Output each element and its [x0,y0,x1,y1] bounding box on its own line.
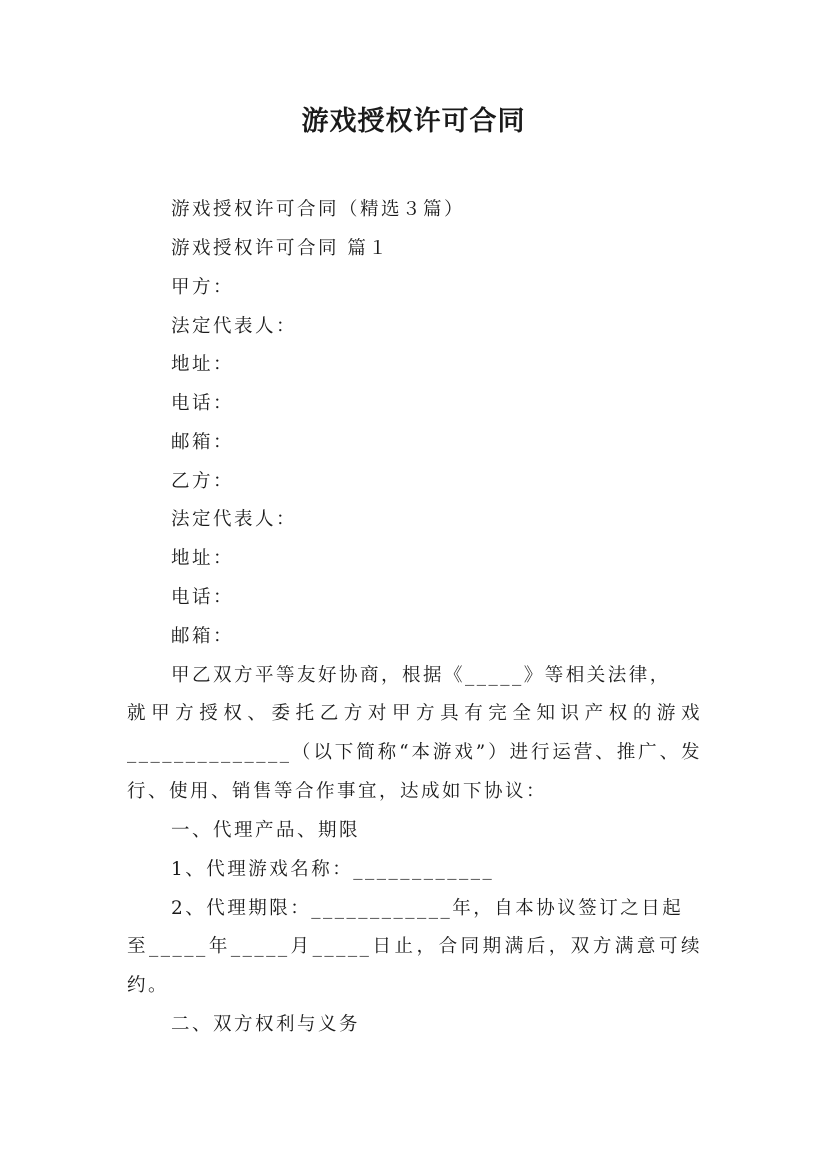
party-a-address: 地址： [171,354,235,375]
intro-paragraph-line-2: 就甲方授权、委托乙方对甲方具有完全知识产权的游戏 [127,703,702,724]
party-a-label: 甲方： [171,277,235,298]
party-a-email: 邮箱： [171,432,235,453]
party-b-label: 乙方： [171,471,235,492]
clause-1-item-2-line-2: 至_____年_____月_____日止，合同期满后，双方满意可续 [127,936,702,957]
party-b-email: 邮箱： [171,626,235,647]
party-b-address: 地址： [171,548,235,569]
party-a-phone: 电话： [171,393,235,414]
clause-1-heading: 一、代理产品、期限 [171,820,361,841]
document-subtitle: 游戏授权许可合同（精选３篇） [171,199,466,220]
intro-paragraph-line-4: 行、使用、销售等合作事宜，达成如下协议： [127,781,548,802]
clause-1-item-2-line-1: 2、代理期限：____________年，自本协议签订之日起 [171,898,684,919]
intro-paragraph-line-3: ______________（以下简称“本游戏”）进行运营、推广、发 [127,742,702,763]
party-a-legal-rep: 法定代表人： [171,316,298,337]
document-title: 游戏授权许可合同 [301,106,526,137]
party-b-legal-rep: 法定代表人： [171,509,298,530]
party-b-phone: 电话： [171,587,235,608]
clause-2-heading: 二、双方权利与义务 [171,1014,361,1035]
section-heading: 游戏授权许可合同 篇１ [171,238,390,259]
intro-paragraph-line-1: 甲乙双方平等友好协商，根据《_____》等相关法律， [171,665,671,686]
clause-1-item-2-line-3: 约。 [127,975,170,996]
clause-1-item-1: 1、代理游戏名称：____________ [171,859,495,880]
